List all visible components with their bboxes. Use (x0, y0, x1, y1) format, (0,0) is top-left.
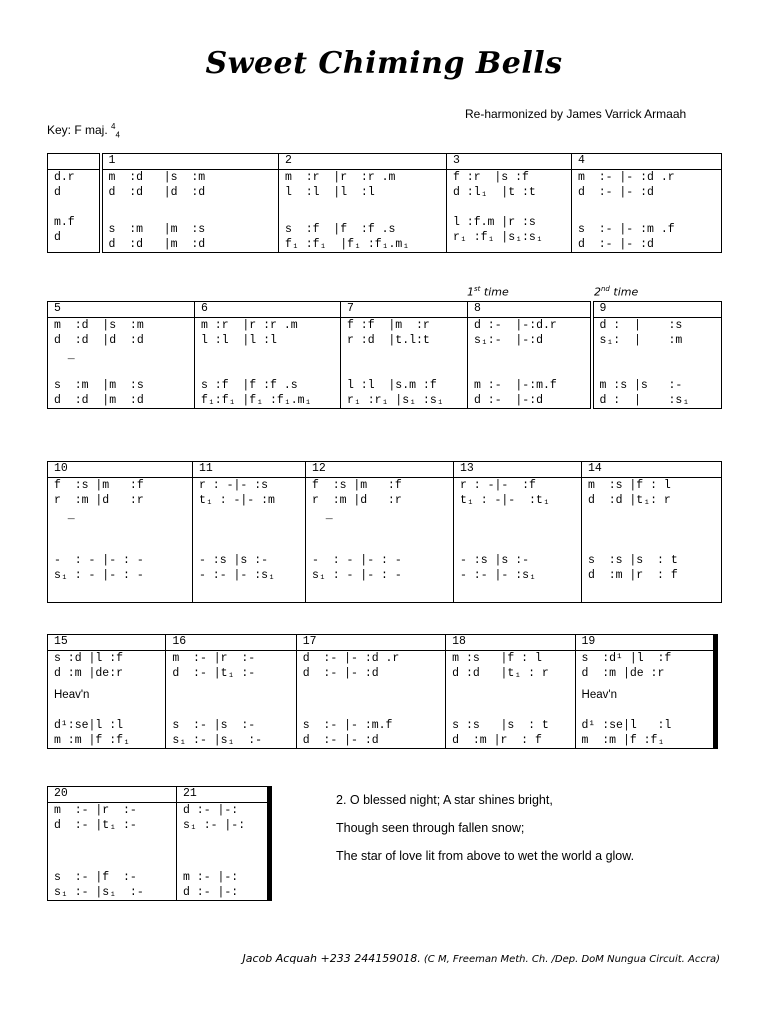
measure-number: 10 (48, 462, 193, 478)
measure-number: 21 (177, 787, 270, 803)
measure-number: 5 (48, 302, 195, 318)
key-label: Key: F maj. (47, 123, 108, 137)
measure-cell: m :s |f : l d :d |t₁: r s :s |s : t d :m |r : f (582, 478, 722, 603)
measure-number: 14 (582, 462, 722, 478)
measure-number: 1 (101, 154, 279, 170)
reharmonized-by: Re-harmonized by James Varrick Armaah (465, 107, 687, 121)
measure-cell: f :f |m :r r :d |t.l:t l :l |s.m :f r₁ :r₁ |s₁ :s₁ (341, 318, 468, 409)
measure-number: 18 (446, 635, 575, 651)
measure-number: 12 (306, 462, 454, 478)
system-4 (47, 634, 718, 749)
measure-number: 2 (279, 154, 447, 170)
measure-cell: d.r d m.f d (48, 170, 101, 253)
system-5 (47, 786, 272, 901)
time-numerator: 4 (111, 122, 116, 131)
measure-cell: r : -|- :f t₁ : -|- :t₁ - :s |s :- - :- |- :s₁ (454, 478, 582, 603)
measure-cell: m :r |r :r .m l :l |l :l s :f |f :f .s f₁:f₁ |f₁ :f₁.m₁ (195, 318, 341, 409)
footer-main: Jacob Acquah +233 244159018. (242, 952, 421, 965)
measure-cell: r : -|- :s t₁ : -|- :m - :s |s :- - :- |- :s₁ (193, 478, 306, 603)
measure-number: 16 (166, 635, 296, 651)
verse-line: The star of love lit from above to wet the world a glow. (336, 849, 635, 863)
measure-number: 13 (454, 462, 582, 478)
system-3 (47, 461, 722, 603)
measure-cell: s :d |l :f d :m |de:r Heav'n d¹:se|l :l m :m |f :f₁ (48, 651, 166, 749)
song-title: Sweet Chiming Bells (205, 46, 563, 81)
measure-cell: d :- |-: s₁ :- |-: m :- |-: d :- |-: (177, 803, 270, 901)
measure-cell: m :- |- :d .r d :- |- :d s :- |- :m .f d :- |- :d (572, 170, 722, 253)
measure-number: 9 (592, 302, 722, 318)
measure-number: 19 (575, 635, 715, 651)
measure-number: 7 (341, 302, 468, 318)
time-denominator: 4 (115, 130, 120, 140)
measure-cell: s :d¹ |l :f d :m |de :r Heav'n d¹ :se|l :l m :m |f :f₁ (575, 651, 715, 749)
footer-detail: (C M, Freeman Meth. Ch. /Dep. DoM Nungua Circuit. Accra) (420, 954, 720, 965)
measure-cell: d :- |-:d.r s₁:- |-:d m :- |-:m.f d :- |-:d (468, 318, 592, 409)
measure-cell: d :- |- :d .r d :- |- :d s :- |- :m.f d :- |- :d (296, 651, 445, 749)
measure-cell: d : | :s s₁: | :m m :s |s :- d : | :s₁ (592, 318, 722, 409)
measure-number: 8 (468, 302, 592, 318)
measure-cell: f :s |m :f r :m |d :r _ - : - |- : - s₁ : - |- : - (48, 478, 193, 603)
verse-line: 2. O blessed night; A star shines bright, (336, 793, 553, 807)
system-1 (47, 153, 722, 253)
measure-cell: f :s |m :f r :m |d :r _ - : - |- : - s₁ : - |- : - (306, 478, 454, 603)
footer-credit (0, 952, 720, 965)
measure-number: 11 (193, 462, 306, 478)
first-time-label: 1st time (467, 285, 509, 299)
measure-cell: f :r |s :f d :l₁ |t :t l :f.m |r :s r₁ :f₁ |s₁:s₁ (447, 170, 572, 253)
measure-cell: m :s |f : l d :d |t₁ : r s :s |s : t d :m |r : f (446, 651, 575, 749)
measure-cell: m :r |r :r .m l :l |l :l s :f |f :f .s f₁ :f₁ |f₁ :f₁.m₁ (279, 170, 447, 253)
verse-2 (336, 792, 636, 876)
key-signature (47, 122, 120, 139)
measure-number: 4 (572, 154, 722, 170)
system-2 (47, 301, 722, 409)
measure-cell: m :- |r :- d :- |t₁ :- s :- |s :- s₁ :- |s₁ :- (166, 651, 296, 749)
verse-line: Though seen through fallen snow; (336, 821, 525, 835)
measure-number: 3 (447, 154, 572, 170)
measure-number: 15 (48, 635, 166, 651)
measure-number: 6 (195, 302, 341, 318)
measure-cell: m :d |s :m d :d |d :d _ s :m |m :s d :d |m :d (48, 318, 195, 409)
measure-number: 17 (296, 635, 445, 651)
measure-cell: m :- |r :- d :- |t₁ :- s :- |f :- s₁ :- |s₁ :- (48, 803, 177, 901)
second-time-label: 2nd time (594, 285, 639, 299)
measure-number: 20 (48, 787, 177, 803)
measure-number (48, 154, 101, 170)
measure-cell: m :d |s :m d :d |d :d s :m |m :s d :d |m :d (101, 170, 279, 253)
